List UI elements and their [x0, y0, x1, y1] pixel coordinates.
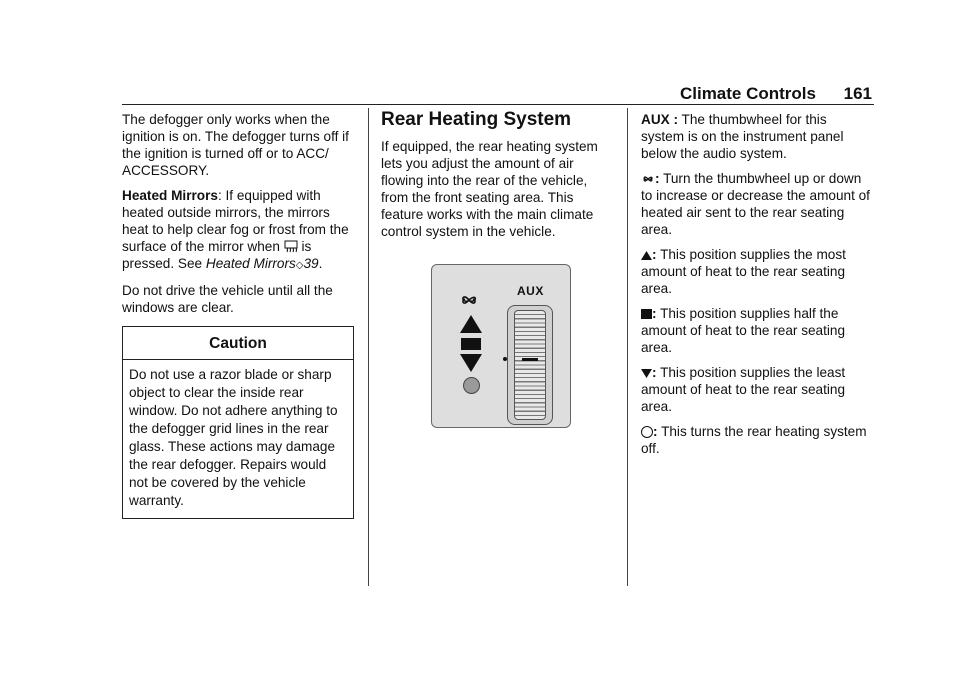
defogger-paragraph: The defogger only works when the ignition is on. The defogger turns off if the ignition is turned off or to ACC/ ACCESSORY. — [122, 112, 349, 178]
fan-paragraph — [641, 170, 873, 238]
max-heat-icon — [460, 315, 482, 333]
half-heat-icon — [461, 338, 481, 350]
column-divider-right — [627, 108, 628, 586]
aux-text: The thumbwheel for this system is on the instrument panel below the audio system. — [641, 112, 844, 161]
min-heat-icon — [641, 368, 652, 379]
page-ref-arrow-icon: ◇ — [295, 260, 304, 271]
heated-mirrors-page-ref[interactable]: 39 — [303, 256, 319, 271]
heated-mirrors-label: Heated Mirrors — [122, 188, 218, 203]
thumbwheel[interactable] — [507, 305, 553, 425]
off-paragraph — [641, 423, 873, 457]
heated-mirrors-end: . — [318, 256, 323, 271]
caution-box — [122, 326, 354, 519]
min-heat-colon: : — [652, 365, 657, 380]
min-heat-paragraph — [641, 364, 873, 415]
max-heat-icon — [641, 250, 652, 261]
drive-warning-paragraph: Do not drive the vehicle until all the windows are clear. — [122, 283, 333, 315]
column-divider-left — [368, 108, 369, 586]
fan-text: Turn the thumbwheel up or down to increase or decrease the amount of heated air sent to the rear seating area. — [641, 171, 870, 237]
thumbwheel-dot — [503, 357, 507, 361]
rear-heating-intro: If equipped, the rear heating system lets you adjust the amount of air flowing into the rear of the vehicle, from the front seating area. This feature works with the main climate control system in the vehicle. — [381, 139, 598, 239]
aux-paragraph — [641, 111, 873, 162]
fan-colon: : — [655, 171, 660, 186]
section-heading: Rear Heating System — [381, 109, 572, 130]
fan-icon — [458, 289, 480, 311]
left-column — [122, 111, 356, 519]
aux-label: AUX : — [641, 112, 679, 127]
fan-icon — [641, 172, 655, 186]
max-heat-text: This position supplies the most amount of heat to the rear seating area. — [641, 247, 846, 296]
half-heat-paragraph — [641, 305, 873, 356]
max-heat-colon: : — [652, 247, 657, 262]
caution-title: Caution — [123, 327, 353, 360]
thumbwheel-grip — [514, 310, 546, 420]
page-header — [122, 84, 874, 105]
heated-mirrors-link[interactable]: Heated Mirrors — [205, 256, 296, 271]
off-colon: : — [653, 424, 658, 439]
section-title: Climate Controls — [679, 84, 816, 103]
off-icon — [641, 426, 653, 438]
rear-heating-control-panel — [431, 264, 571, 428]
rear-defog-icon — [284, 240, 298, 254]
heated-mirrors-text-2: is pressed. See — [122, 239, 312, 271]
thumbwheel-indicator — [522, 358, 538, 361]
heated-mirrors-paragraph — [122, 187, 356, 274]
min-heat-text: This position supplies the least amount of heat to the rear seating area. — [641, 365, 846, 414]
right-column — [641, 111, 873, 465]
heated-mirrors-text: : If equipped with heated outside mirrors, the mirrors heat to help clear fog or frost from the surface of the mirror when — [122, 188, 349, 254]
panel-aux-label: AUX — [517, 284, 544, 298]
caution-body: Do not use a razor blade or sharp object to clear the inside rear window. Do not adhere anything to the defogger grid lines in the rear glass. These actions may damage the rear defogger. Repairs would not be covered by the vehicle warranty. — [129, 367, 338, 508]
min-heat-icon — [460, 354, 482, 372]
page-number: 161 — [843, 84, 872, 103]
off-icon — [463, 377, 480, 394]
half-heat-colon: : — [652, 306, 657, 321]
middle-column — [381, 111, 617, 248]
off-text: This turns the rear heating system off. — [641, 424, 867, 456]
max-heat-paragraph — [641, 246, 873, 297]
half-heat-icon — [641, 309, 652, 319]
half-heat-text: This position supplies half the amount of heat to the rear seating area. — [641, 306, 846, 355]
